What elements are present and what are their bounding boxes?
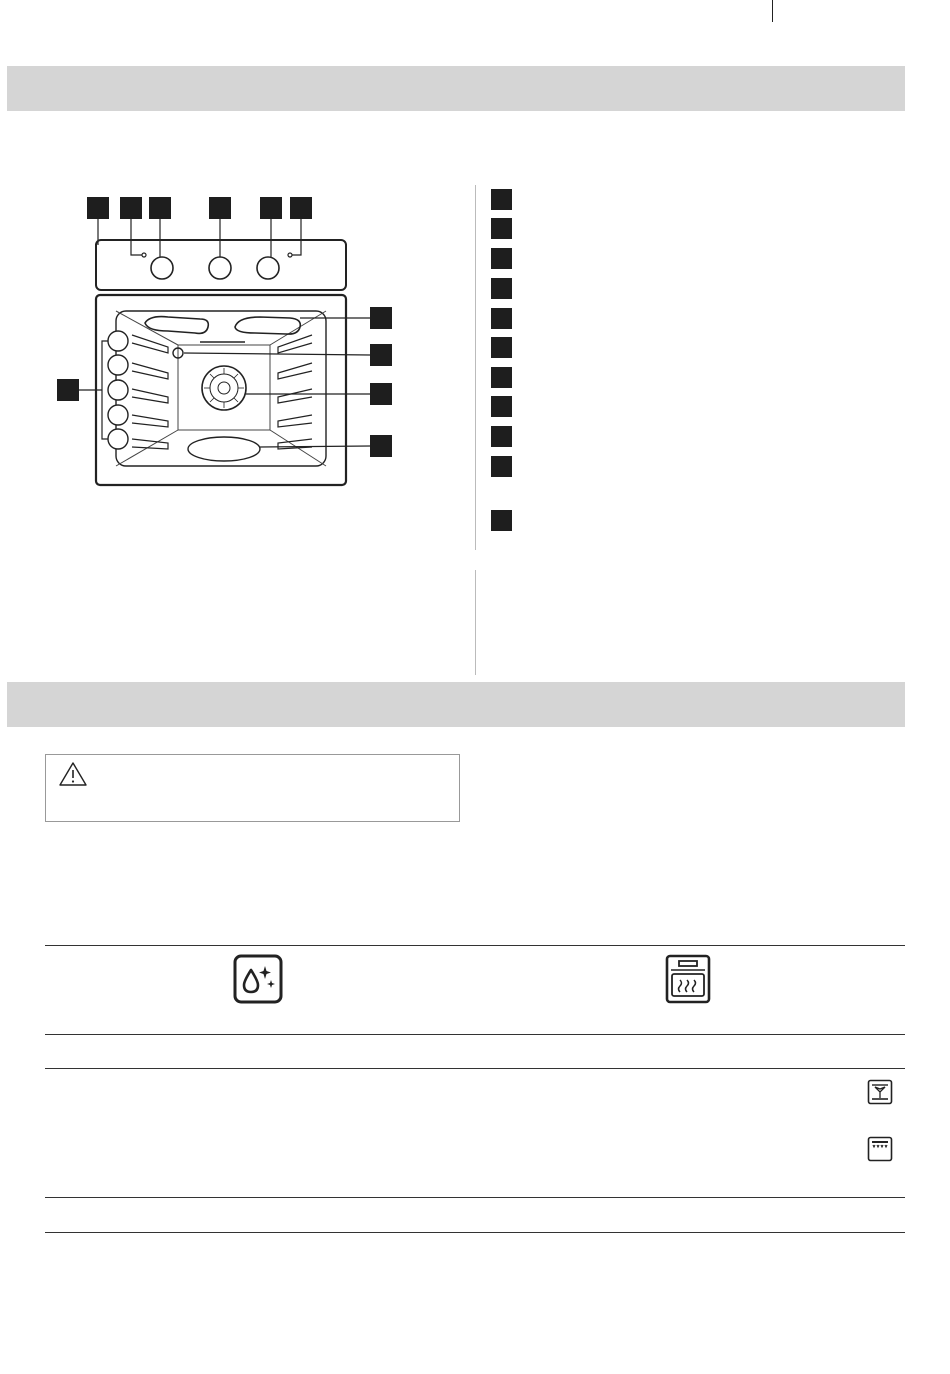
legend-marker [491,308,512,329]
table-rule [45,1197,905,1198]
legend-marker [491,248,512,269]
table-rule [45,1232,905,1233]
table-rule [45,945,905,946]
oven-diagram [50,185,410,495]
top-leader-lines [98,219,301,257]
bottom-heat-fan-icon [867,1079,893,1105]
section-header-band [7,682,905,727]
legend-marker [491,367,512,388]
shelf-level-markers [108,331,128,449]
section-header-band [7,66,905,111]
bottom-heating [188,437,260,461]
right-leader-lines [184,318,370,447]
legend-marker [491,337,512,358]
callout-shelf-levels [57,379,79,401]
steam-clean-icon [233,954,283,1004]
indicator-right [288,253,292,257]
indicator-left [142,253,146,257]
control-panel [96,240,346,290]
oven-heat-icon [665,954,711,1004]
shelf-support-right [278,335,312,449]
crop-mark [772,0,773,22]
heating-element-left [145,317,208,334]
legend-marker [491,456,512,477]
legend-marker [491,218,512,239]
column-divider [475,185,476,550]
right-callouts [370,307,392,457]
legend-marker [491,396,512,417]
knob-right [257,257,279,279]
warning-triangle-icon [58,761,88,787]
heating-element-right [235,317,300,334]
warning-box [45,754,460,822]
knob-left [151,257,173,279]
legend-marker [491,510,512,531]
shelf-support-left [132,335,168,449]
oven-cavity [116,311,326,466]
legend-marker [491,189,512,210]
table-rule [45,1068,905,1069]
knob-center [209,257,231,279]
top-callouts [87,197,312,219]
table-rule [45,1034,905,1035]
legend-marker [491,278,512,299]
legend-marker [491,426,512,447]
top-heat-icon [867,1136,893,1162]
column-divider [475,570,476,675]
